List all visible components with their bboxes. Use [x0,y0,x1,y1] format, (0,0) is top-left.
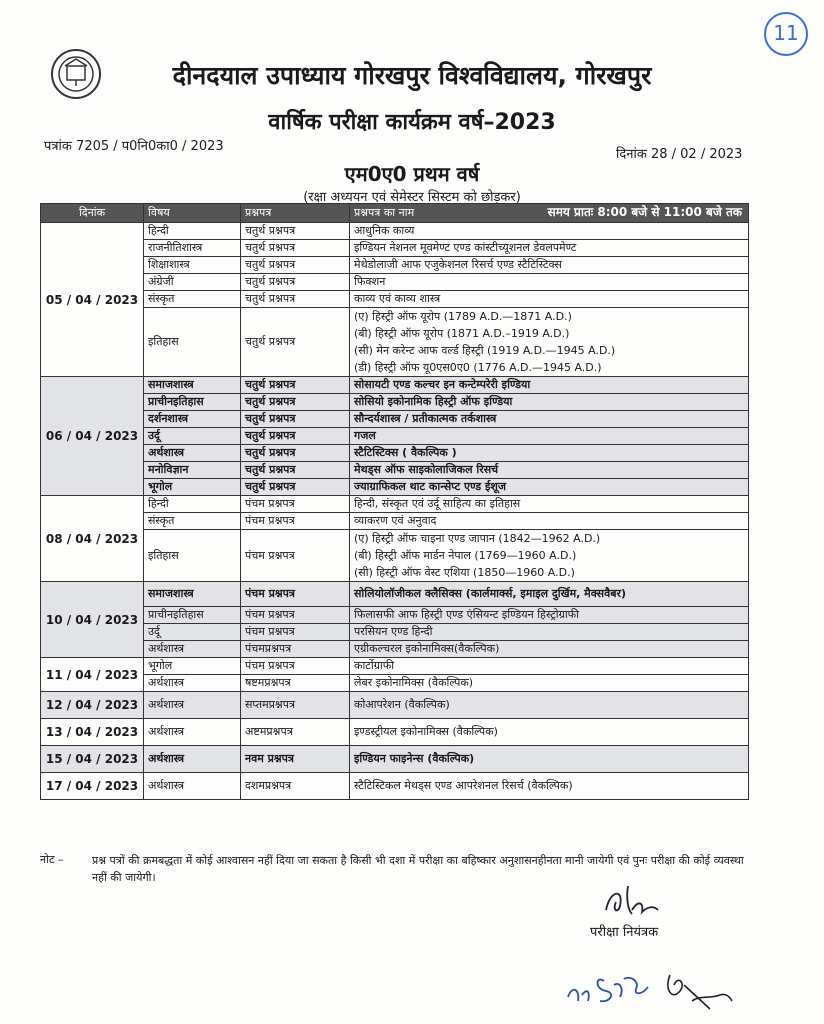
subject-cell: अर्थशास्त्र [144,719,241,746]
paper-cell: पंचम प्रश्नपत्र [241,658,350,675]
paper-name-cell: इण्डस्ट्रीयल इकोनामिक्स (वैकल्पिक) [350,719,749,746]
subject-cell: इतिहास [144,530,241,582]
table-row [41,607,749,624]
paper-option: (ए) हिस्ट्री ऑफ यूरोप (1789 A.D.—1871 A.D.) [354,310,572,323]
subject-cell: भूगोल [144,658,241,675]
paper-name-cell: इण्डियन नेशनल मूवमेण्ट एण्ड कांस्टीच्यूशनल डेवलपमेण्ट [350,240,749,257]
table-row [41,274,749,291]
table-row [41,641,749,658]
paper-name-cell: सोसियो इकोनामिक हिस्ट्री ऑफ इण्डिया [350,394,749,411]
subject-cell: अर्थशास्त्र [144,773,241,800]
paper-name-cell: मेथड्स ऑफ साइकोलाजिकल रिसर्च [350,462,749,479]
subject-cell: भूगोल [144,479,241,496]
table-row [41,496,749,513]
subject-cell: शिक्षाशास्त्र [144,257,241,274]
subject-cell: उर्दू [144,428,241,445]
subject-cell: अर्थशास्त्र [144,445,241,462]
paper-option: (डी) हिस्ट्री ऑफ यू0एस0ए0 (1776 A.D.—1945 A.D.) [354,361,602,374]
subject-cell: संस्कृत [144,513,241,530]
table-row [41,658,749,675]
paper-name-cell: हिन्दी, संस्कृत एवं उर्दू साहित्य का इतिहास [350,496,749,513]
paper-cell: पंचमप्रश्नपत्र [241,641,350,658]
paper-name-cell: स्टैटिस्टिक्स ( वैकल्पिक ) [350,445,749,462]
paper-name-cell: लेबर इकोनामिक्स (वैकल्पिक) [350,675,749,692]
paper-name-cell: एग्रीकल्चरल इकोनामिक्स(वैकल्पिक) [350,641,749,658]
paper-name-cell: कार्टोग्राफी [350,658,749,675]
table-row [41,624,749,641]
paper-name-cell: कोआपरेशन (वैकल्पिक) [350,692,749,719]
subject-cell: हिन्दी [144,223,241,240]
header-paper: प्रश्नपत्र [241,204,350,223]
header-date: दिनांक [41,204,144,223]
subject-cell: प्राचीनइतिहास [144,394,241,411]
paper-name-cell: सोसायटी एण्ड कल्चर इन कन्टेम्परेरी इण्डिया [350,377,749,394]
note-text: प्रश्न पत्रों की क्रमबद्धता में कोई आश्वासन नहीं दिया जा सकता है किसी भी दशा में परीक्षा का बहिष्कार अनुशासनहीनता मानी जायेगी एवं पुनः परीक्षा की कोई व्यवस्था नहीं की जायेगी। [92,854,744,884]
signatory-title: परीक्षा नियंत्रक [590,925,659,940]
subject-cell: अर्थशास्त्र [144,692,241,719]
paper-cell: दशमप्रश्नपत्र [241,773,350,800]
paper-option: (सी) हिस्ट्री ऑफ वेस्ट एशिया (1850—1960 A.D.) [354,566,575,579]
subject-cell: राजनीतिशास्त्र [144,240,241,257]
page-number: 11 [764,12,808,56]
paper-cell: पंचम प्रश्नपत्र [241,530,350,582]
paper-cell: चतुर्थ प्रश्नपत्र [241,257,350,274]
exam-program-title: वार्षिक परीक्षा कार्यक्रम वर्ष–2023 [268,110,556,135]
date-cell: 15 / 04 / 2023 [41,746,144,773]
table-row [41,479,749,496]
paper-cell: चतुर्थ प्रश्नपत्र [241,377,350,394]
paper-name-cell: परसियन एण्ड हिन्दी [350,624,749,641]
table-row [41,223,749,240]
header-paper-name-label: प्रश्नपत्र का नाम [354,206,415,219]
paper-name-cell: सोलियोलॉजीकल क्लैसिक्स (कार्लमार्क्स, इमाइल दुर्खिम, मैक्सवैबर) [350,582,749,607]
table-row [41,719,749,746]
date-cell: 11 / 04 / 2023 [41,658,144,692]
header-paper-name [350,204,749,223]
subject-cell: अर्थशास्त्र [144,641,241,658]
paper-cell: चतुर्थ प्रश्नपत्र [241,274,350,291]
date-cell: 12 / 04 / 2023 [41,692,144,719]
paper-cell: चतुर्थ प्रश्नपत्र [241,308,350,377]
table-row [41,513,749,530]
date-cell: 10 / 04 / 2023 [41,582,144,658]
paper-name-cell: ज्याग्राफिकल थाट कान्सेप्ट एण्ड ईशूज [350,479,749,496]
paper-cell: चतुर्थ प्रश्नपत्र [241,240,350,257]
paper-cell: नवम प्रश्नपत्र [241,746,350,773]
paper-cell: चतुर्थ प्रश्नपत्र [241,394,350,411]
paper-option: (बी) हिस्ट्री ऑफ यूरोप (1871 A.D.–1919 A.D.) [354,327,570,340]
table-row [41,377,749,394]
paper-name-cell: व्याकरण एवं अनुवाद [350,513,749,530]
subject-cell: इतिहास [144,308,241,377]
subject-cell: अर्थशास्त्र [144,675,241,692]
paper-name-cell: फिलासफी आफ हिस्ट्री एण्ड एंसियन्ट इण्डियन हिस्ट्रोग्राफी [350,607,749,624]
subject-cell: समाजशास्त्र [144,582,241,607]
table-row [41,773,749,800]
table-row [41,411,749,428]
paper-cell: चतुर्थ प्रश्नपत्र [241,411,350,428]
paper-cell: पंचम प्रश्नपत्र [241,607,350,624]
paper-name-cell: इण्डियन फाइनेन्स (वैकल्पिक) [350,746,749,773]
paper-name-cell: काव्य एवं काव्य शास्त्र [350,291,749,308]
table-row [41,692,749,719]
table-row [41,308,749,377]
table-row [41,240,749,257]
subject-cell: समाजशास्त्र [144,377,241,394]
table-row [41,257,749,274]
paper-option: (बी) हिस्ट्री ऑफ मार्डन नेपाल (1769—1960 A.D.) [354,549,577,562]
paper-name-cell: सौन्दर्यशास्त्र / प्रतीकात्मक तर्कशास्त्र [350,411,749,428]
table-row [41,445,749,462]
issue-date: दिनांक 28 / 02 / 2023 [616,147,743,162]
subject-cell: हिन्दी [144,496,241,513]
table-row [41,582,749,607]
paper-cell: पंचम प्रश्नपत्र [241,496,350,513]
exam-schedule-table [40,203,749,800]
paper-name-cell: स्टैटिस्टिकल मेथड्स एण्ड आपरेशनल रिसर्च (वैकल्पिक) [350,773,749,800]
subject-cell: प्राचीनइतिहास [144,607,241,624]
subject-cell: अंग्रेजी [144,274,241,291]
paper-cell: चतुर्थ प्रश्नपत्र [241,291,350,308]
date-cell: 08 / 04 / 2023 [41,496,144,582]
date-cell: 06 / 04 / 2023 [41,377,144,496]
header-subject: विषय [144,204,241,223]
subject-cell: संस्कृत [144,291,241,308]
paper-name-cell: मेथेडोलाजी आफ एजुकेशनल रिसर्च एण्ड स्टैटिस्टिक्स [350,257,749,274]
signature-icon [598,880,668,920]
paper-option: (सी) मेन करेन्ट आफ वर्ल्ड हिस्ट्री (1919 A.D.—1945 A.D.) [354,344,616,357]
subject-cell: मनोविज्ञान [144,462,241,479]
paper-cell: चतुर्थ प्रश्नपत्र [241,445,350,462]
handwritten-signature-icon [560,945,740,1015]
table-row [41,394,749,411]
note-label: नोट – [40,853,64,866]
paper-cell: अष्टमप्रश्नपत्र [241,719,350,746]
subject-cell: उर्दू [144,624,241,641]
paper-name-cell [350,530,749,582]
paper-cell: चतुर्थ प्रश्नपत्र [241,479,350,496]
table-row [41,675,749,692]
paper-name-cell [350,308,749,377]
paper-cell: पंचम प्रश्नपत्र [241,513,350,530]
paper-cell: षष्टमप्रश्नपत्र [241,675,350,692]
subject-cell: दर्शनशास्त्र [144,411,241,428]
table-row [41,746,749,773]
paper-cell: सप्तमप्रश्नपत्र [241,692,350,719]
date-cell: 13 / 04 / 2023 [41,719,144,746]
paper-cell: चतुर्थ प्रश्नपत्र [241,223,350,240]
paper-cell: चतुर्थ प्रश्नपत्र [241,428,350,445]
paper-cell: चतुर्थ प्रश्नपत्र [241,462,350,479]
reference-number: पत्रांक 7205 / प0नि0का0 / 2023 [44,139,224,154]
paper-name-cell: फिक्शन [350,274,749,291]
paper-name-cell: गजल [350,428,749,445]
header-time: समय प्रातः 8:00 बजे से 11:00 बजे तक [547,205,742,219]
paper-cell: पंचम प्रश्नपत्र [241,624,350,641]
table-row [41,428,749,445]
table-row [41,462,749,479]
date-cell: 17 / 04 / 2023 [41,773,144,800]
university-title: दीनदयाल उपाध्याय गोरखपुर विश्वविद्यालय, गोरखपुर [172,61,652,90]
paper-cell: पंचम प्रश्नपत्र [241,582,350,607]
course-title: एम0ए0 प्रथम वर्ष [344,162,480,186]
course-note: (रक्षा अध्ययन एवं सेमेस्टर सिस्टम को छोड़कर) [303,190,521,205]
table-row [41,530,749,582]
subject-cell: अर्थशास्त्र [144,746,241,773]
paper-option: (ए) हिस्ट्री ऑफ चाइना एण्ड जापान (1842—1962 A.D.) [354,532,601,545]
paper-name-cell: आधुनिक काव्य [350,223,749,240]
table-row [41,291,749,308]
date-cell: 05 / 04 / 2023 [41,223,144,377]
table-header-row [41,204,749,223]
